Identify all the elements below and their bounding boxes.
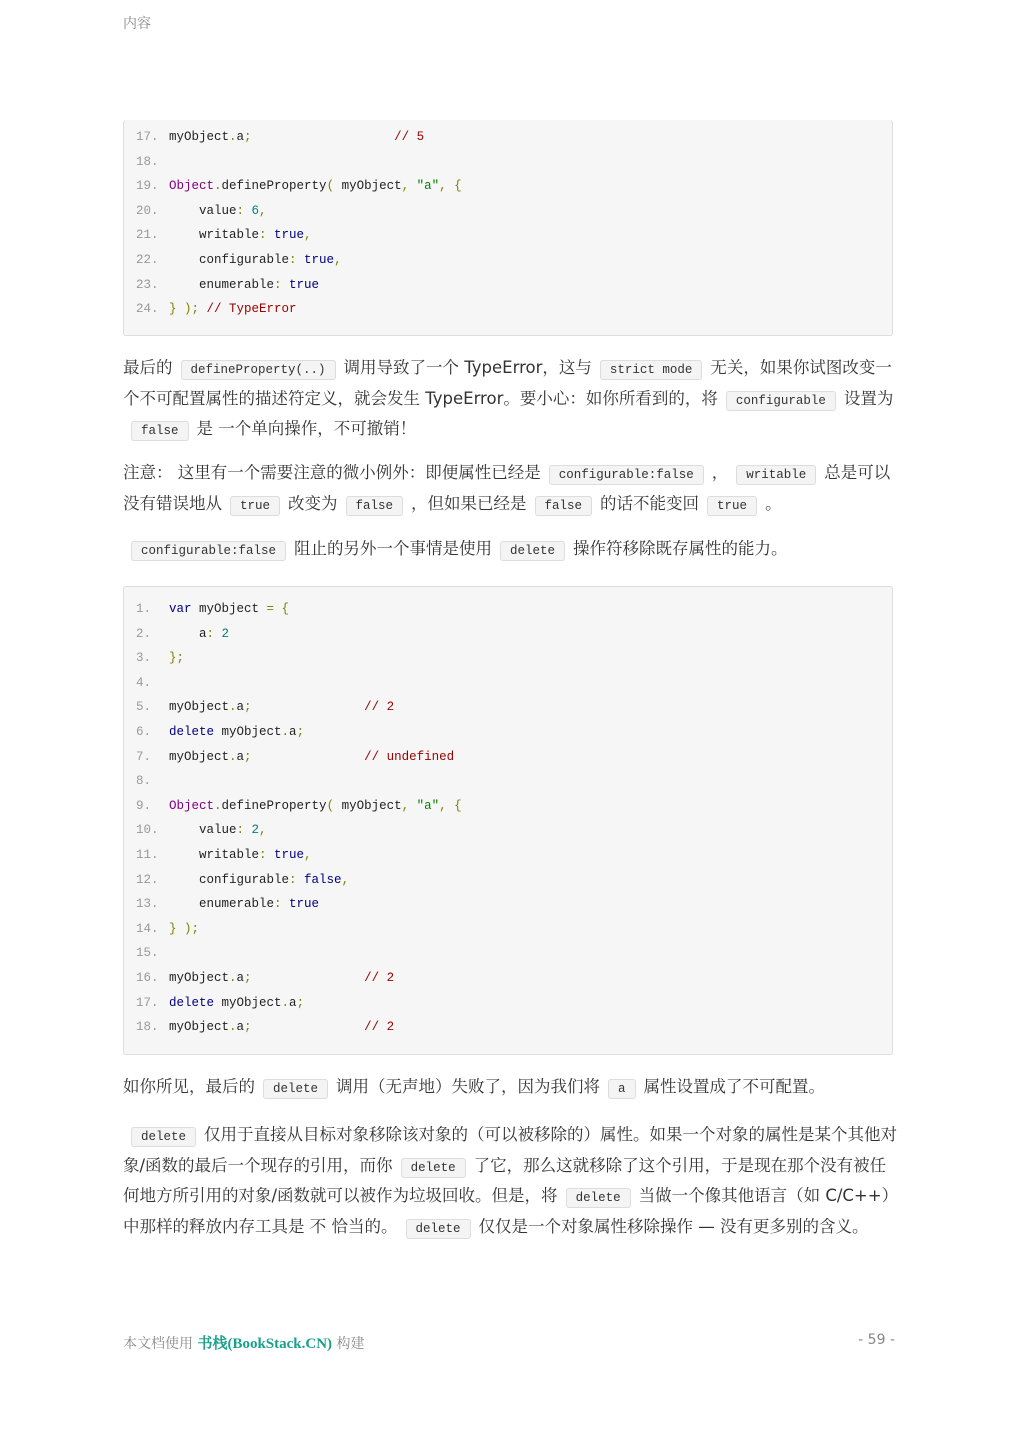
code-line	[124, 769, 892, 794]
code-token: a	[236, 749, 245, 764]
code-line	[124, 297, 892, 322]
code-token: :	[206, 626, 215, 641]
code-token: ,	[341, 872, 350, 887]
line-number: 23.	[136, 277, 159, 292]
line-number: 1.	[136, 602, 152, 616]
line-number: 5.	[136, 700, 152, 715]
paragraph-text: 改变为	[288, 493, 338, 513]
code-token: myObject	[191, 602, 267, 616]
code-token: :	[289, 252, 297, 267]
code-line	[124, 622, 892, 647]
code-token: a	[169, 626, 207, 641]
paragraph	[123, 535, 898, 566]
code-line	[124, 695, 892, 720]
line-number: 24.	[136, 302, 159, 317]
line-number: 17.	[136, 995, 159, 1010]
code-token: ;	[244, 700, 252, 715]
inline-code: delete	[263, 1079, 328, 1099]
bookstack-link[interactable]: 书栈(BookStack.CN)	[197, 1336, 333, 1352]
code-token: ;	[296, 724, 305, 739]
code-token: {	[446, 798, 462, 813]
code-token: true	[266, 847, 305, 862]
inline-code: false	[346, 496, 404, 516]
code-token: 2	[214, 626, 230, 641]
code-line	[124, 125, 892, 150]
code-token: // 2	[364, 1020, 395, 1035]
code-line	[124, 720, 892, 745]
code-token: {	[274, 602, 290, 616]
code-token: // 2	[364, 700, 395, 715]
paragraph-text: 属性设置成了不可配置。	[643, 1077, 826, 1096]
code-line	[124, 150, 892, 175]
inline-code: true	[230, 496, 280, 516]
code-token: delete	[169, 995, 215, 1010]
code-line	[124, 868, 892, 893]
inline-code: delete	[401, 1158, 466, 1178]
paragraph-text: 调用导致了一个 TypeError，这与	[343, 358, 592, 377]
code-token: myObject	[334, 798, 402, 813]
line-number: 20.	[136, 203, 159, 218]
code-token: .	[281, 724, 290, 739]
code-token: Object	[169, 798, 215, 813]
code-token: myObject	[169, 130, 230, 144]
inline-code: configurable	[726, 391, 836, 411]
line-number: 10.	[136, 823, 159, 838]
code-line	[124, 917, 892, 942]
code-token: :	[259, 228, 267, 243]
code-token: ,	[401, 798, 410, 813]
header-title: 内容	[123, 16, 151, 32]
paragraph-text: 总是可以没有错误地从	[123, 463, 891, 513]
paragraph	[123, 459, 898, 520]
code-line	[124, 223, 892, 248]
code-line	[124, 597, 892, 622]
line-number: 12.	[136, 872, 159, 887]
code-token: true	[266, 228, 305, 243]
paragraph-text: 的话不能变回	[600, 493, 700, 513]
paragraph-text: 操作符移除既存属性的能力。	[573, 539, 788, 558]
inline-code: a	[608, 1079, 636, 1099]
inline-code: delete	[566, 1188, 631, 1208]
inline-code: strict mode	[600, 360, 703, 380]
code-token: "a"	[416, 798, 440, 813]
line-number: 4.	[136, 675, 152, 690]
paragraph-text: 无关，如果你试图改变一个不可配置属性的描述符定义，就会发生 TypeError。要小心：如你所看到的，将	[123, 358, 892, 408]
inline-code: writable	[736, 465, 816, 485]
footer-suffix: 构建	[332, 1336, 365, 1352]
code-token: .	[229, 1020, 237, 1035]
code-token: :	[259, 847, 267, 862]
code-token: true	[281, 277, 320, 292]
code-token: myObject	[169, 749, 230, 764]
footer-prefix: 本文档使用	[123, 1336, 198, 1352]
paragraph-text: 注意： 这里有一个需要注意的微小例外：即便属性已经是	[123, 463, 541, 482]
code-token: .	[281, 995, 290, 1010]
code-token: :	[274, 277, 282, 292]
code-token: {	[446, 179, 462, 194]
paragraph-text: 仅仅是一个对象属性移除操作 — 没有更多别的含义。	[478, 1216, 869, 1236]
code-line	[124, 199, 892, 224]
code-token: a	[289, 724, 297, 739]
code-token: ,	[304, 228, 312, 243]
paragraph-text: ，	[711, 463, 729, 482]
inline-code: delete	[131, 1127, 196, 1147]
code-token: (	[326, 798, 335, 813]
code-token: 2	[244, 823, 260, 838]
code-token: value	[169, 203, 237, 218]
line-number: 9.	[136, 798, 152, 813]
code-token: ;	[244, 130, 252, 144]
line-number: 3.	[136, 651, 152, 666]
code-line	[124, 745, 892, 770]
code-token	[252, 700, 365, 714]
code-line	[124, 892, 892, 917]
code-line	[124, 966, 892, 991]
code-token: "a"	[416, 179, 440, 194]
code-token	[409, 799, 417, 813]
code-line	[124, 671, 892, 696]
code-token: myObject	[334, 179, 402, 194]
code-token: ,	[401, 179, 410, 194]
code-token: var	[169, 602, 192, 616]
code-token: } );	[169, 921, 200, 936]
code-token: false	[296, 872, 342, 887]
inline-code: false	[535, 496, 593, 516]
inline-code: delete	[500, 541, 565, 561]
code-token: // 2	[364, 970, 395, 985]
footer-credit	[123, 1332, 365, 1353]
inline-code: true	[707, 496, 757, 516]
paragraph-text: ，但如果已经是	[411, 493, 527, 513]
inline-code: configurable:false	[131, 541, 286, 561]
code-token: ;	[244, 970, 252, 985]
code-token: =	[266, 602, 275, 616]
inline-code: defineProperty(..)	[181, 360, 336, 380]
paragraph-text: 。	[765, 493, 782, 513]
code-token: value	[169, 823, 237, 838]
code-token: ,	[334, 252, 342, 267]
line-number: 13.	[136, 897, 159, 912]
code-token: .	[229, 700, 237, 715]
code-line	[124, 794, 892, 819]
code-line	[124, 273, 892, 298]
line-number: 11.	[136, 847, 159, 862]
code-token: writable	[169, 228, 260, 243]
paragraph-text: 了它，那么这就移除了这个引用，于是现在那个没有被任何地方所引用的对象/函数就可以被作为垃圾回收。但是，将	[123, 1155, 887, 1205]
line-number: 21.	[136, 228, 159, 243]
code-token: a	[236, 970, 245, 985]
paragraph	[123, 354, 898, 446]
code-token: Object	[169, 179, 215, 194]
line-number: 16.	[136, 970, 159, 985]
code-token: myObject	[214, 995, 282, 1010]
line-number: 22.	[136, 252, 159, 267]
code-token: configurable	[169, 252, 290, 267]
line-number: 18.	[136, 1020, 159, 1035]
code-token: a	[289, 995, 297, 1010]
code-token: // 5	[394, 130, 425, 144]
code-token: :	[289, 872, 297, 887]
paragraph	[123, 1121, 898, 1243]
code-token: delete	[169, 724, 215, 739]
code-line	[124, 941, 892, 966]
inline-code: delete	[406, 1219, 471, 1239]
paragraph-text: 设置为	[843, 388, 894, 408]
line-number: 14.	[136, 921, 159, 936]
code-token: a	[236, 130, 245, 144]
code-token: a	[236, 700, 245, 715]
code-token	[252, 1020, 365, 1034]
code-line	[124, 1015, 892, 1040]
code-block	[123, 586, 893, 1055]
paragraph-text: 是 一个单向操作，不可撤销！	[196, 419, 417, 438]
code-token: myObject	[169, 700, 230, 715]
code-token: enumerable	[169, 897, 275, 912]
code-token: // TypeError	[199, 302, 297, 317]
paragraph-text: 调用（无声地）失败了，因为我们将	[336, 1077, 601, 1096]
paragraph-text: 最后的	[123, 358, 173, 377]
inline-code: configurable:false	[549, 465, 704, 485]
line-number: 2.	[136, 626, 152, 641]
line-number: 18.	[136, 154, 159, 169]
code-token: };	[169, 651, 185, 666]
line-number: 6.	[136, 724, 152, 739]
inline-code: false	[131, 421, 189, 441]
paragraph	[123, 1073, 898, 1104]
code-token: ;	[244, 1020, 252, 1035]
code-token: defineProperty	[221, 179, 327, 194]
code-token: ,	[439, 179, 447, 194]
code-token: true	[281, 897, 320, 912]
code-token	[252, 750, 365, 764]
code-token: configurable	[169, 872, 290, 887]
page-number: - 59 -	[858, 1332, 895, 1348]
code-block	[123, 120, 893, 336]
code-token: a	[236, 1020, 245, 1035]
code-token: (	[326, 179, 335, 194]
code-token: :	[236, 823, 245, 838]
code-token: } );	[169, 302, 200, 317]
code-token: myObject	[214, 724, 282, 739]
code-token: ,	[259, 203, 267, 218]
code-token: myObject	[169, 1020, 230, 1035]
code-token	[409, 179, 417, 193]
code-token: myObject	[169, 970, 230, 985]
code-token: :	[274, 897, 282, 912]
code-token: .	[229, 130, 237, 144]
code-line	[124, 646, 892, 671]
line-number: 8.	[136, 774, 152, 789]
code-token	[252, 130, 395, 144]
paragraph-text: 当做一个像其他语言（如 C/C++）中那样的释放内存工具是 不 恰当的。	[123, 1186, 890, 1236]
code-line	[124, 818, 892, 843]
code-token: .	[214, 798, 222, 813]
code-token: defineProperty	[221, 798, 327, 813]
code-token: true	[296, 252, 335, 267]
code-token: ,	[304, 847, 312, 862]
code-line	[124, 174, 892, 199]
code-token: ;	[244, 749, 252, 764]
code-line	[124, 843, 892, 868]
line-number: 17.	[136, 130, 159, 144]
code-token: writable	[169, 847, 260, 862]
code-token: :	[236, 203, 245, 218]
code-token: ,	[259, 823, 267, 838]
paragraph-text: 如你所见，最后的	[123, 1077, 255, 1096]
line-number: 7.	[136, 749, 152, 764]
paragraph-text: 仅用于直接从目标对象移除该对象的（可以被移除的）属性。如果一个对象的属性是某个其他对象/函数的最后一个现存的引用，而你	[123, 1125, 898, 1175]
code-token: 6	[244, 203, 260, 218]
line-number: 15.	[136, 946, 159, 961]
code-token: .	[229, 749, 237, 764]
line-number: 19.	[136, 179, 159, 194]
code-line	[124, 991, 892, 1016]
code-token: ,	[439, 798, 447, 813]
code-token: ;	[296, 995, 305, 1010]
code-line	[124, 248, 892, 273]
code-token: enumerable	[169, 277, 275, 292]
code-token: // undefined	[364, 749, 455, 764]
code-token	[252, 971, 365, 985]
paragraph-text: 阻止的另外一个事情是使用	[294, 539, 493, 558]
code-token: .	[229, 970, 237, 985]
code-token: .	[214, 179, 222, 194]
